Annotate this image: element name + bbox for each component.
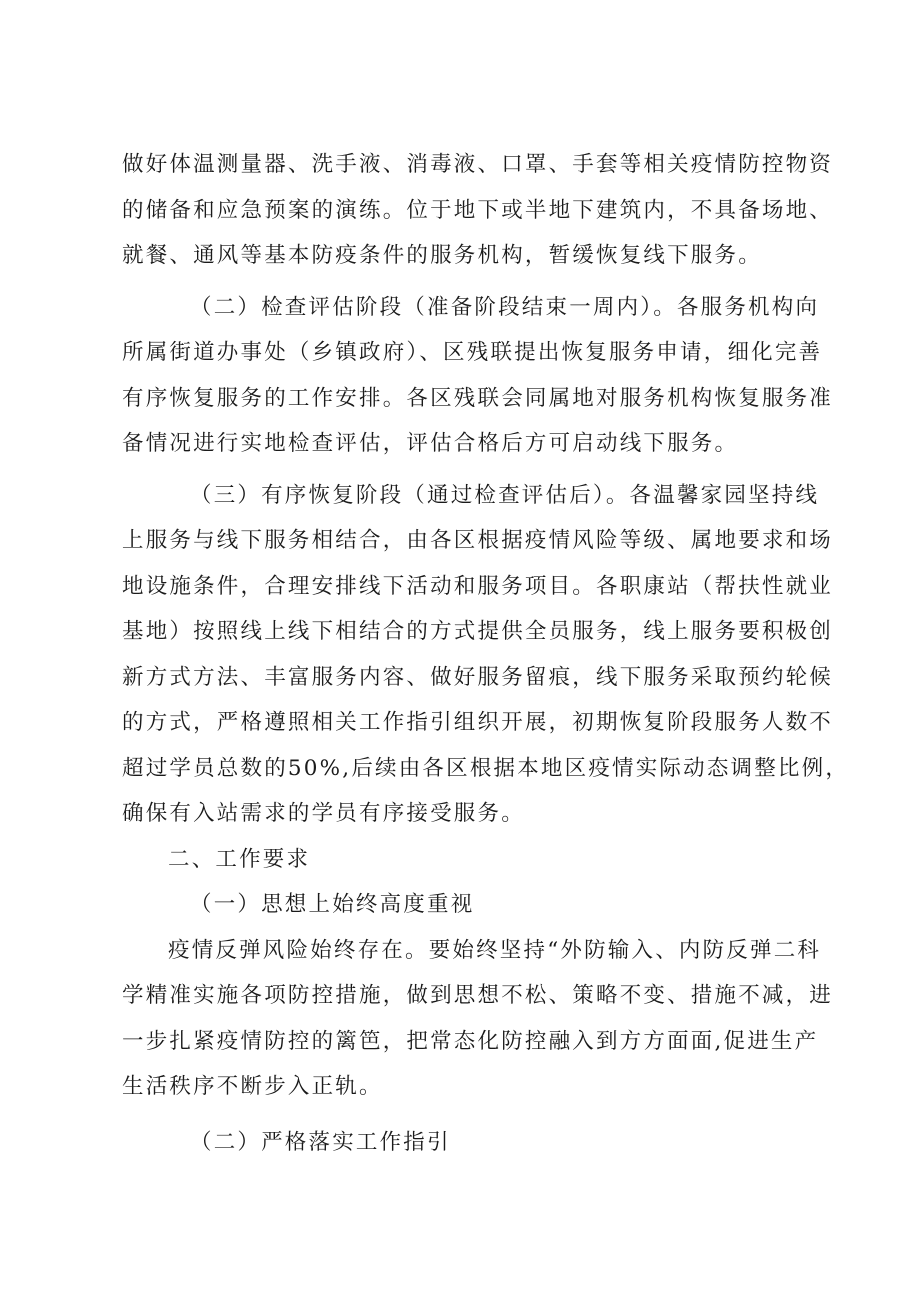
text-line: 所属街道办事处（乡镇政府）、区残联提出恢复服务申请，细化完善 xyxy=(122,340,823,365)
text-line: 地设施条件，合理安排线下活动和服务项目。各职康站（帮扶性就业 xyxy=(122,573,834,599)
text-line: 做好体温测量器、洗手液、消毒液、口罩、手套等相关疫情防控物资 xyxy=(122,152,834,177)
text-line: 上服务与线下服务相结合，由各区根据疫情风险等级、属地要求和场 xyxy=(122,528,834,553)
text-line: 超过学员总数的50%,后续由各区根据本地区疫情实际动态调整比例， xyxy=(122,755,850,781)
subsection-heading-awareness: （一）思想上始终高度重视 xyxy=(190,892,475,917)
paragraph-preparation-continued xyxy=(122,142,834,279)
text-line: 确保有入站需求的学员有序接受服务。 xyxy=(122,801,525,826)
text-line: 有序恢复服务的工作安排。各区残联会同属地对服务机构恢复服务准 xyxy=(122,385,834,411)
paragraph-epidemic-risk xyxy=(122,928,834,1110)
text-line: （二）检查评估阶段（准备阶段结束一周内）。各服务机构向 xyxy=(190,294,820,320)
text-line: 学精准实施各项防控措施，做到思想不松、策略不变、措施不减，进 xyxy=(122,983,834,1008)
text-line: 疫情反弹风险始终存在。要始终坚持“外防输入、内防反弹二科 xyxy=(168,937,822,963)
document-body xyxy=(122,142,850,1165)
text-line: 一步扎紧疫情防控的篱笆，把常态化防控融入到方方面面,促进生产 xyxy=(122,1028,819,1054)
text-line: 生活秩序不断步入正轨。 xyxy=(122,1074,383,1099)
paragraph-inspection-stage xyxy=(122,285,834,467)
text-line: 就餐、通风等基本防疫条件的服务机构，暂缓恢复线下服务。 xyxy=(122,243,762,268)
section-heading-work-requirements: 二、工作要求 xyxy=(168,846,311,872)
text-line: （三）有序恢复阶段（通过检查评估后）。各温馨家园坚持线 xyxy=(190,482,820,508)
subsection-heading-work-guidelines: （二）严格落实工作指引 xyxy=(190,1129,451,1155)
text-line: 的方式，严格遵照相关工作指引组织开展，初期恢复阶段服务人数不 xyxy=(122,710,834,735)
text-line: 基地）按照线上线下相结合的方式提供全员服务，线上服务要积极创 xyxy=(122,619,834,644)
text-line: 的储备和应急预案的演练。位于地下或半地下建筑内，不具备场地、 xyxy=(122,197,834,223)
paragraph-recovery-stage xyxy=(122,473,850,837)
text-line: 备情况进行实地检查评估，评估合格后方可启动线下服务。 xyxy=(122,431,739,456)
text-line: 新方式方法、丰富服务内容、做好服务留痕，线下服务采取预约轮候 xyxy=(122,664,834,690)
